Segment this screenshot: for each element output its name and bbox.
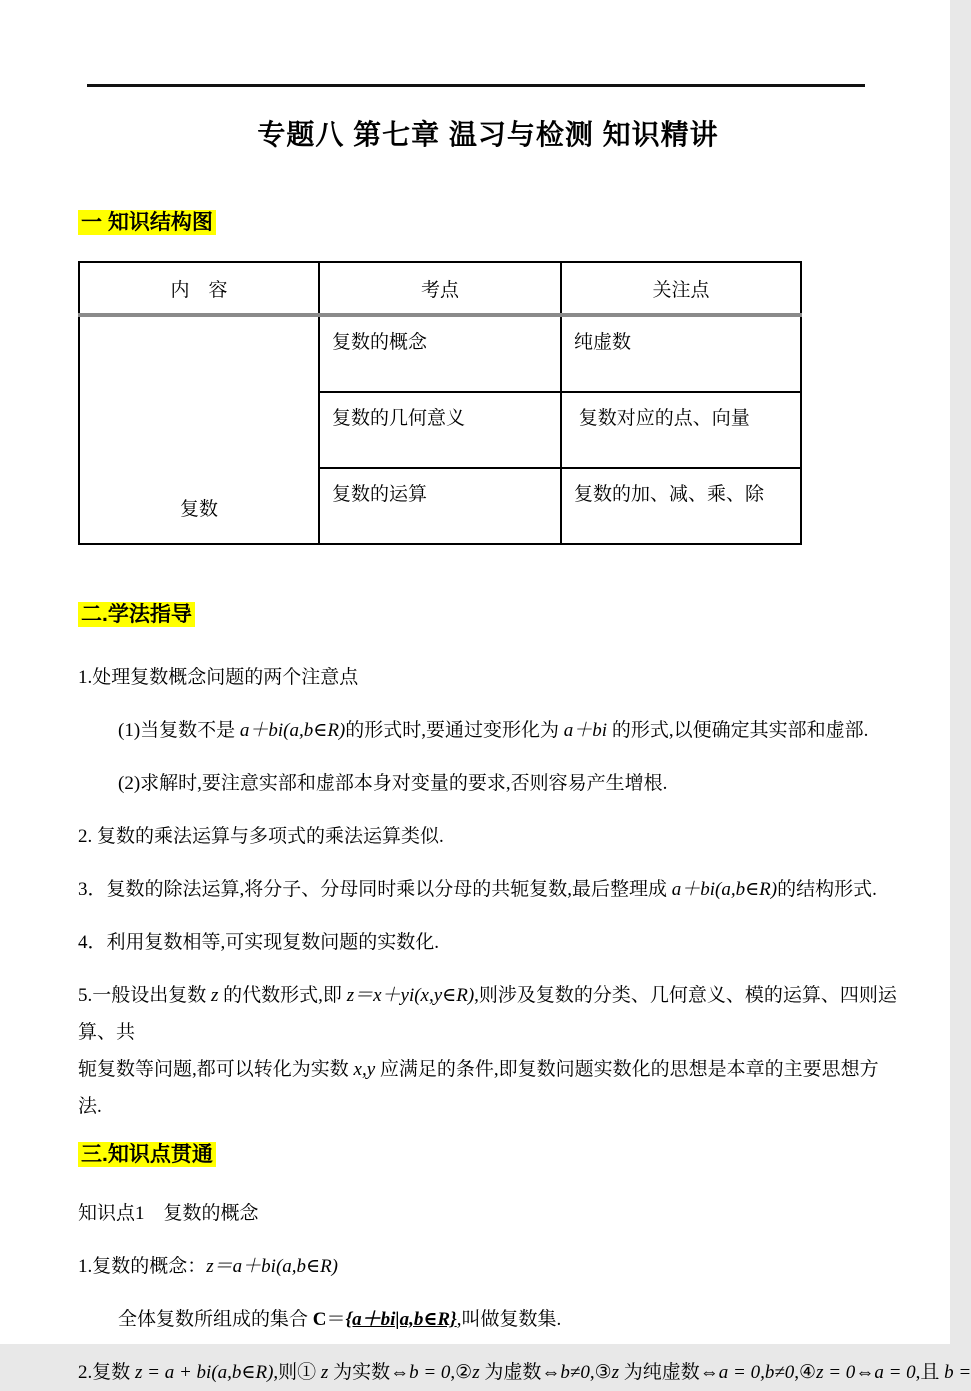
document-title: 专题八 第七章 温习与检测 知识精讲	[257, 119, 719, 150]
section-heading-knowledge-row	[78, 1141, 898, 1169]
knowledge-line-classification: 2.复数 z = a + bi(a,b∈R),则① z 为实数⇔b = 0,②z 为虚数⇔b≠0,③z 为纯虚数⇔a = 0,b≠0,④z = 0⇔a = 0,且 b =	[78, 1362, 971, 1383]
section-heading-knowledge: 三.知识点贯通	[78, 1142, 216, 1167]
study-item-4: 4．利用复数相等,可实现复数问题的实数化.	[78, 932, 440, 953]
study-item-1-note-1: (1)当复数不是 a＋bi(a,b∈R)的形式时,要通过变形化为 a＋bi 的形式,以便确定其实部和虚部.	[118, 720, 869, 741]
study-item-5: 5.一般设出复数 z 的代数形式,即 z＝x＋yi(x,y∈R),则涉及复数的分类、几何意义、模的运算、四则运算、共 轭复数等问题,都可以转化为实数 x,y 应满足的条件,即复数问题实数化的思想是本章的主要思想方法.	[78, 985, 897, 1117]
study-item-2: 2. 复数的乘法运算与多项式的乘法运算类似.	[78, 826, 444, 847]
section-heading-study-row	[78, 601, 898, 629]
table-cell-kaodian-2: 复数的几何意义	[319, 392, 561, 468]
table-header-kaodian: 考点	[319, 262, 561, 315]
section-heading-structure-row	[78, 209, 898, 237]
table-cell-category: 复数	[79, 315, 319, 544]
table-header-row	[79, 262, 801, 315]
knowledge-line-set: 全体复数所组成的集合 C＝{a＋bi|a,b∈R},叫做复数集.	[118, 1309, 562, 1330]
table-cell-guanzhudian-2: 复数对应的点、向量	[561, 392, 801, 468]
table-header-content: 内 容	[79, 262, 319, 315]
section-heading-study: 二.学法指导	[78, 602, 195, 627]
table-cell-kaodian-1: 复数的概念	[319, 315, 561, 392]
table-header-guanzhudian: 关注点	[561, 262, 801, 315]
study-item-3: 3．复数的除法运算,将分子、分母同时乘以分母的共轭复数,最后整理成 a＋bi(a,b∈R)的结构形式.	[78, 879, 877, 900]
table-cell-kaodian-3: 复数的运算	[319, 468, 561, 544]
knowledge-point-1-label: 知识点1 复数的概念	[78, 1203, 259, 1224]
table-row	[79, 315, 801, 392]
table-cell-guanzhudian-1: 纯虚数	[561, 315, 801, 392]
knowledge-line-concept: 1.复数的概念：z＝a＋bi(a,b∈R)	[78, 1256, 339, 1277]
section-heading-structure: 一 知识结构图	[78, 210, 216, 235]
header-rule	[87, 84, 865, 87]
study-item-1-note-2: (2)求解时,要注意实部和虚部本身对变量的要求,否则容易产生增根.	[118, 773, 668, 794]
study-item-1: 1.处理复数概念问题的两个注意点	[78, 667, 359, 688]
table-cell-guanzhudian-3: 复数的加、减、乘、除	[561, 468, 801, 544]
knowledge-structure-table	[78, 261, 802, 545]
